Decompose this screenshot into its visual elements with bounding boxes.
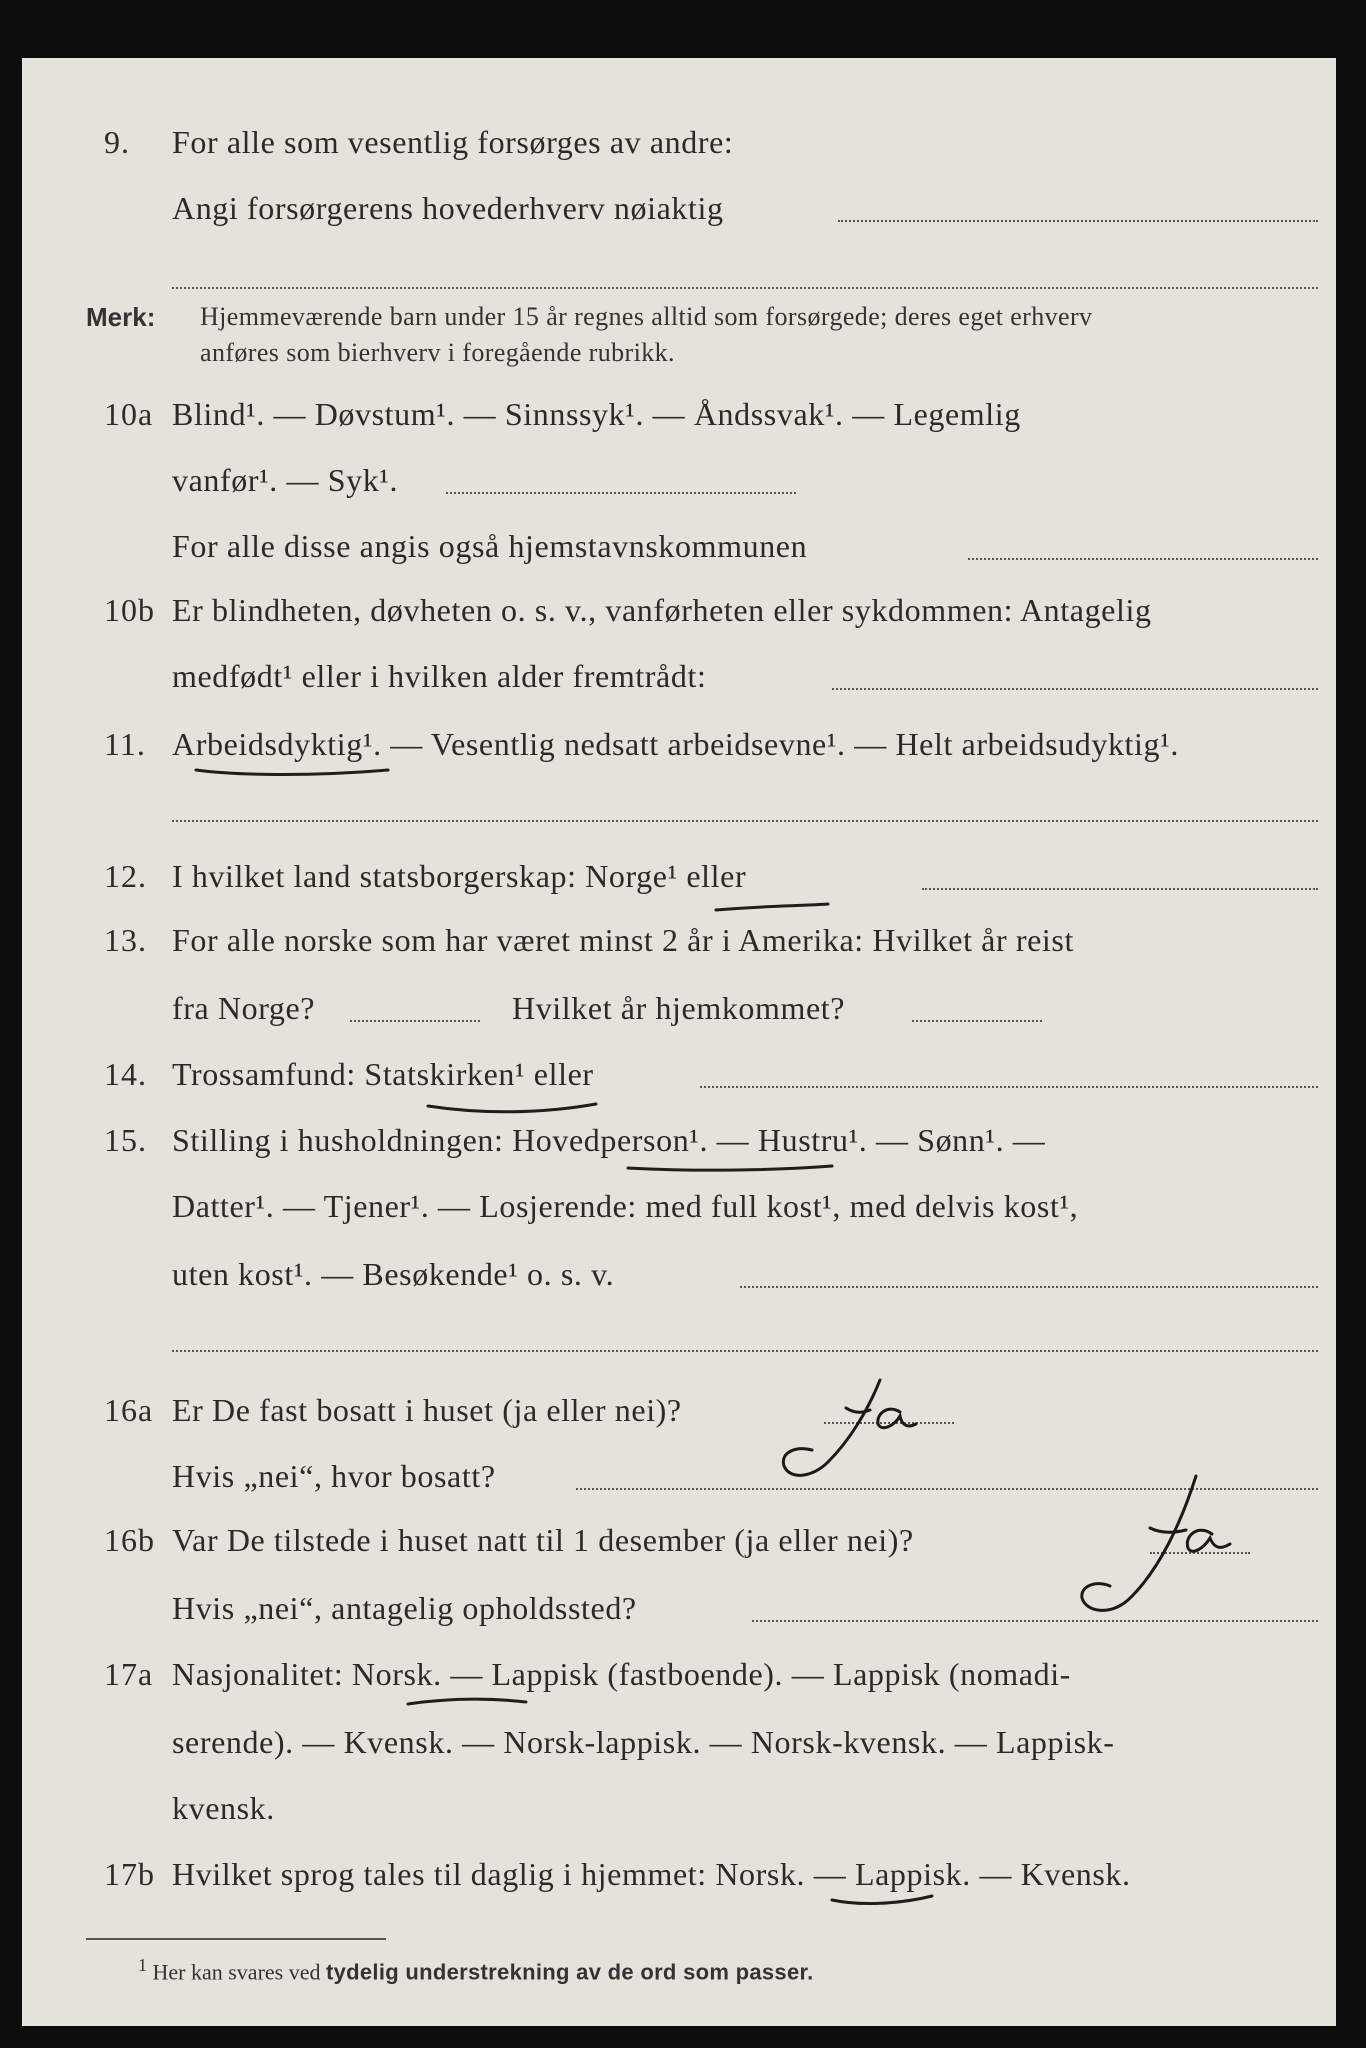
answer-line-15[interactable] [740, 1286, 1318, 1288]
footnote [138, 1955, 814, 1985]
item-10a-line-3: For alle disse angis også hjemstavnskommunen [172, 528, 808, 564]
item-number-17a: 17a [104, 1656, 154, 1692]
item-13-line-2: fra Norge? [172, 990, 316, 1026]
item-15-line-2: Datter¹. — Tjener¹. — Losjerende: med full kost¹, med delvis kost¹, [172, 1188, 1079, 1224]
item-13-line-3: Hvilket år hjemkommet? [512, 990, 846, 1026]
answer-line-12[interactable] [922, 888, 1318, 890]
item-number-14: 14. [104, 1056, 147, 1092]
item-number-15: 15. [104, 1122, 147, 1158]
item-10b-line-1: Er blindheten, døvheten o. s. v., vanførheten eller sykdommen: Antagelig [172, 592, 1152, 628]
item-number-17b: 17b [104, 1856, 155, 1892]
item-number-12: 12. [104, 858, 147, 894]
footnote-number: 1 [138, 1955, 147, 1975]
note-label: Merk: [86, 302, 156, 332]
answer-line-9[interactable] [838, 220, 1318, 222]
answer-line-14[interactable] [700, 1086, 1318, 1088]
item-number-16b: 16b [104, 1522, 155, 1558]
item-15-line-3: uten kost¹. — Besøkende¹ o. s. v. [172, 1256, 615, 1292]
item-13-line-1: For alle norske som har været minst 2 år i Amerika: Hvilket år reist [172, 922, 1074, 958]
item-11-line-1: Arbeidsdyktig¹. — Vesentlig nedsatt arbeidsevne¹. — Helt arbeidsudyktig¹. [172, 726, 1179, 762]
item-17a-line-1: Nasjonalitet: Norsk. — Lappisk (fastboende). — Lappisk (nomadi- [172, 1656, 1071, 1692]
item-number-10b: 10b [104, 592, 155, 628]
item-10a-line-2: vanfør¹. — Syk¹. [172, 462, 399, 498]
item-number-9: 9. [104, 124, 130, 160]
answer-line-16b[interactable] [1150, 1552, 1250, 1554]
item-17b-line-1: Hvilket sprog tales til daglig i hjemmet: Norsk. — Lappisk. — Kvensk. [172, 1856, 1131, 1892]
item-15-line-1: Stilling i husholdningen: Hovedperson¹. — Hustru¹. — Sønn¹. — [172, 1122, 1046, 1158]
answer-line-10a-syk[interactable] [446, 492, 796, 494]
item-number-13: 13. [104, 922, 147, 958]
item-9-line-2: Angi forsørgerens hovederhverv nøiaktig [172, 190, 724, 226]
item-16b-line-1: Var De tilstede i huset natt til 1 desember (ja eller nei)? [172, 1522, 914, 1558]
item-16b-line-2: Hvis „nei“, antagelig opholdssted? [172, 1590, 637, 1626]
item-16a-line-1: Er De fast bosatt i huset (ja eller nei)? [172, 1392, 682, 1428]
answer-line-16b-opphold[interactable] [752, 1620, 1318, 1622]
answer-line-16a-bosatt[interactable] [576, 1488, 1318, 1490]
note-line-1: Hjemmeværende barn under 15 år regnes alltid som forsørgede; deres eget erhverv [200, 302, 1093, 331]
item-number-16a: 16a [104, 1392, 154, 1428]
answer-line-16a[interactable] [824, 1422, 954, 1424]
note-line-2: anføres som bierhverv i foregående rubrikk. [200, 338, 675, 367]
answer-line-9b[interactable] [172, 287, 1318, 289]
answer-line-11[interactable] [172, 820, 1318, 822]
item-16a-line-2: Hvis „nei“, hvor bosatt? [172, 1458, 496, 1494]
answer-line-10b[interactable] [832, 688, 1318, 690]
item-number-10a: 10a [104, 396, 154, 432]
answer-line-13-hjem[interactable] [912, 1020, 1042, 1022]
item-17a-line-3: kvensk. [172, 1790, 275, 1826]
footnote-bold-text: tydelig understrekning av de ord som passer. [326, 1959, 814, 1985]
answer-line-10a-kommune[interactable] [968, 558, 1318, 560]
item-10b-line-2: medfødt¹ eller i hvilken alder fremtrådt: [172, 658, 707, 694]
item-number-11: 11. [104, 726, 146, 762]
item-10a-line-1: Blind¹. — Døvstum¹. — Sinnssyk¹. — Åndssvak¹. — Legemlig [172, 396, 1021, 432]
answer-line-13-reist[interactable] [350, 1020, 480, 1022]
footnote-rule [86, 1938, 386, 1940]
item-17a-line-2: serende). — Kvensk. — Norsk-lappisk. — Norsk-kvensk. — Lappisk- [172, 1724, 1115, 1760]
item-9-line-1: For alle som vesentlig forsørges av andre: [172, 124, 734, 160]
item-14-line-1: Trossamfund: Statskirken¹ eller [172, 1056, 594, 1092]
item-12-line-1: I hvilket land statsborgerskap: Norge¹ eller [172, 858, 747, 894]
footnote-text: Her kan svares ved [152, 1959, 321, 1985]
answer-line-15b[interactable] [172, 1350, 1318, 1352]
